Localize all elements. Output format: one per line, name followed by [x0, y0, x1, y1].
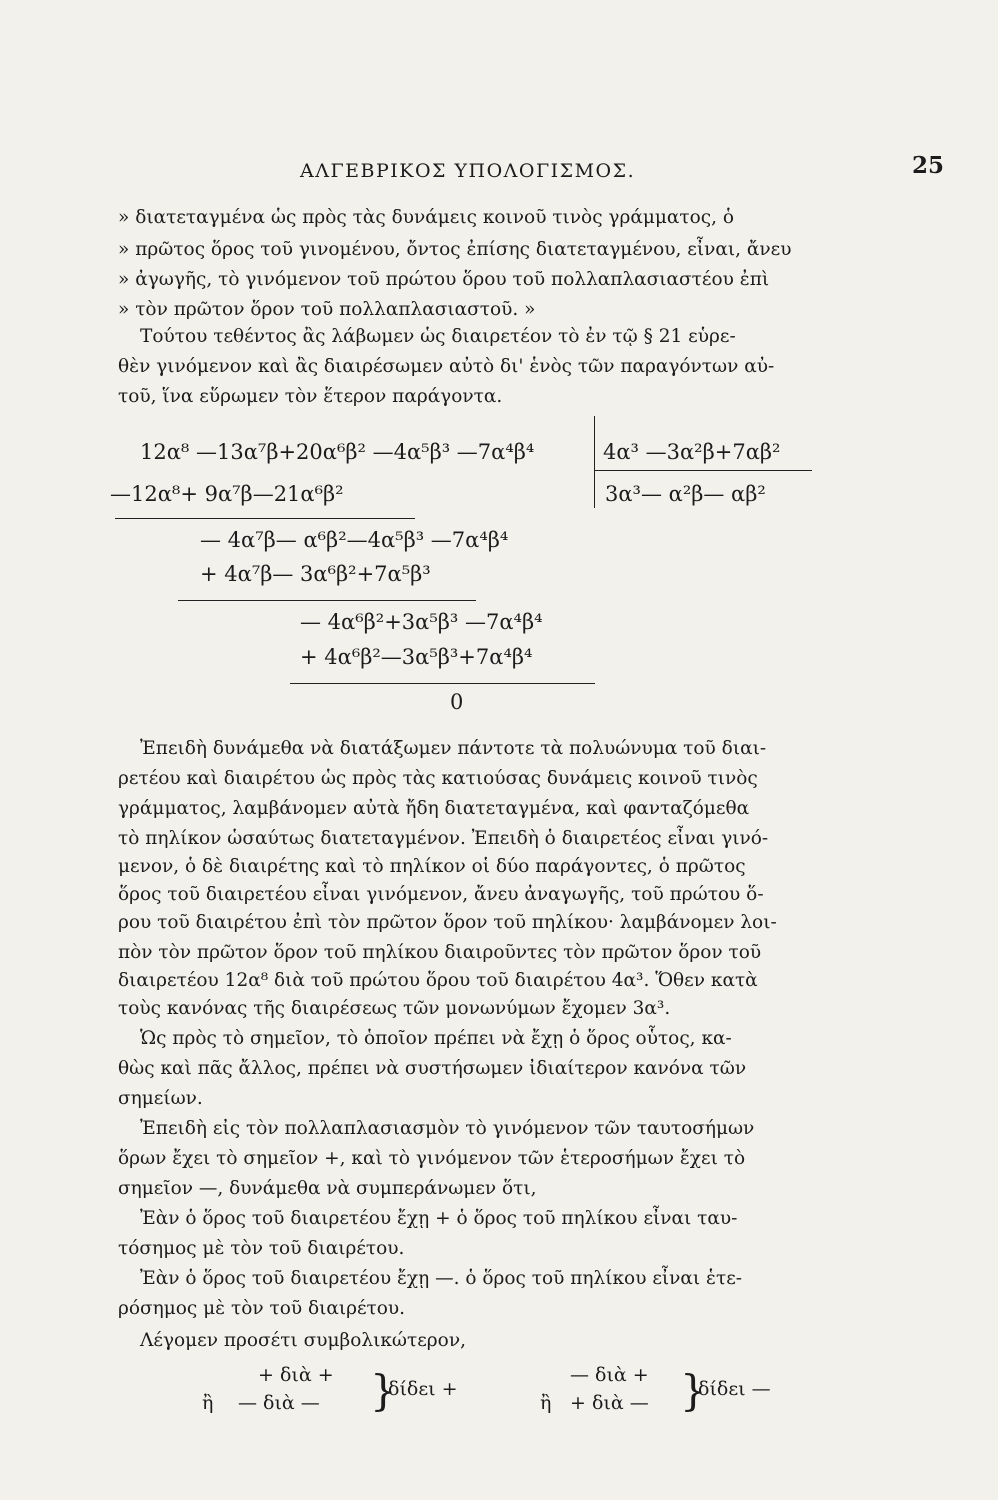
sign-rule-left-line1: + διὰ +: [258, 1364, 334, 1386]
text-line: τόσημος μὲ τὸν τοῦ διαιρέτου.: [118, 1238, 405, 1259]
text-line: ρόσημος μὲ τὸν τοῦ διαιρέτου.: [118, 1298, 406, 1319]
step-rule: [290, 683, 595, 684]
text-line: Ὡς πρὸς τὸ σημεῖον, τὸ ὁποῖον πρέπει νὰ ἔχῃ ὁ ὅρος οὗτος, κα-: [140, 1028, 732, 1049]
text-line: ρου τοῦ διαιρέτου ἐπὶ τὸν πρῶτον ὅρον τοῦ πηλίκου· λαμβάνομεν λοι-: [118, 912, 777, 933]
sign-rule-right-line1: — διὰ +: [570, 1364, 649, 1386]
text-line: Ἐὰν ὁ ὅρος τοῦ διαιρετέου ἔχῃ —. ὁ ὅρος τοῦ πηλίκου εἶναι ἑτε-: [140, 1268, 743, 1289]
text-line: σημείων.: [118, 1088, 203, 1109]
text-line: θὲν γινόμενον καὶ ἂς διαιρέσωμεν αὐτὸ δι' ἑνὸς τῶν παραγόντων αὐ-: [118, 356, 775, 377]
text-line: ὅρων ἔχει τὸ σημεῖον +, καὶ τὸ γινόμενον τῶν ἑτεροσήμων ἔχει τὸ: [118, 1148, 746, 1169]
sign-rule-right-or: ἢ: [540, 1392, 552, 1414]
text-line: » διατεταγμένα ὡς πρὸς τὰς δυνάμεις κοινοῦ τινὸς γράμματος, ὁ: [118, 207, 735, 228]
sign-rule-left-brace: }: [370, 1366, 397, 1415]
text-line: γράμματος, λαμβάνομεν αὐτὰ ἤδη διατεταγμένα, καὶ φανταζόμεθα: [118, 798, 750, 819]
sign-rule-right-line2: + διὰ —: [570, 1392, 649, 1414]
text-line: τοὺς κανόνας τῆς διαιρέσεως τῶν μονωνύμων ἔχομεν 3α³.: [118, 998, 671, 1019]
text-line: Λέγομεν προσέτι συμβολικώτερον,: [140, 1330, 466, 1351]
text-line: ρετέου καὶ διαιρέτου ὡς πρὸς τὰς κατιούσας δυνάμεις κοινοῦ τινὸς: [118, 768, 758, 789]
text-line: ὅρος τοῦ διαιρετέου εἶναι γινόμενον, ἄνευ ἀναγωγῆς, τοῦ πρώτου ὅ-: [118, 884, 764, 905]
text-line: » πρῶτος ὅρος τοῦ γινομένου, ὄντος ἐπίσης διατεταγμένου, εἶναι, ἄνευ: [118, 239, 792, 260]
running-header-title: ΑΛΓΕΒΡΙΚΟΣ ΥΠΟΛΟΓΙΣΜΟΣ.: [300, 160, 636, 182]
text-line: τοῦ, ἵνα εὕρωμεν τὸν ἕτερον παράγοντα.: [118, 386, 503, 407]
sign-rule-right-brace: }: [680, 1366, 707, 1415]
quotient: 3α³— α²β— αβ²: [605, 482, 766, 506]
text-line: σημεῖον —, δυνάμεθα νὰ συμπεράνωμεν ὅτι,: [118, 1178, 537, 1199]
text-line: τὸ πηλίκον ὡσαύτως διατεταγμένον. Ἐπειδὴ ὁ διαιρετέος εἶναι γινό-: [118, 828, 769, 849]
text-line: » τὸν πρῶτον ὅρον τοῦ πολλαπλασιαστοῦ. »: [118, 299, 536, 320]
sign-rule-right-result: δίδει —: [698, 1378, 771, 1400]
text-line: Τούτου τεθέντος ἂς λάβωμεν ὡς διαιρετέον τὸ ἐν τῷ § 21 εὑρε-: [140, 326, 736, 347]
divisor-underline: [594, 470, 812, 471]
sign-rule-left-result: δίδει +: [388, 1378, 458, 1400]
text-line: θὼς καὶ πᾶς ἄλλος, πρέπει νὰ συστήσωμεν ἰδιαίτερον κανόνα τῶν: [118, 1058, 747, 1079]
division-step: — 4α⁶β²+3α⁵β³ —7α⁴β⁴: [300, 610, 543, 634]
text-line: μενον, ὁ δὲ διαιρέτης καὶ τὸ πηλίκον οἱ δύο παράγοντες, ὁ πρῶτος: [118, 856, 746, 877]
page-number: 25: [912, 152, 945, 179]
text-line: πὸν τὸν πρῶτον ὅρον τοῦ πηλίκου διαιροῦντες τὸν πρῶτον ὅρον τοῦ: [118, 942, 762, 963]
text-line: διαιρετέου 12α⁸ διὰ τοῦ πρώτου ὅρου τοῦ διαιρέτου 4α³. Ὅθεν κατὰ: [118, 970, 758, 991]
division-step: + 4α⁶β²—3α⁵β³+7α⁴β⁴: [300, 645, 533, 669]
division-step: — 4α⁷β— α⁶β²—4α⁵β³ —7α⁴β⁴: [200, 528, 509, 552]
text-line: Ἐὰν ὁ ὅρος τοῦ διαιρετέου ἔχῃ + ὁ ὅρος τοῦ πηλίκου εἶναι ταυ-: [140, 1208, 738, 1229]
divisor: 4α³ —3α²β+7αβ²: [603, 440, 781, 464]
division-bar-vertical: [594, 416, 595, 508]
text-line: Ἐπειδὴ εἰς τὸν πολλαπλασιασμὸν τὸ γινόμενον τῶν ταυτοσήμων: [140, 1118, 755, 1139]
sign-rule-left-line2: — διὰ —: [238, 1392, 320, 1414]
division-step: —12α⁸+ 9α⁷β—21α⁶β²: [110, 482, 344, 506]
text-line: Ἐπειδὴ δυνάμεθα νὰ διατάξωμεν πάντοτε τὰ πολυώνυμα τοῦ διαι-: [140, 738, 767, 759]
text-line: » ἀγωγῆς, τὸ γινόμενον τοῦ πρώτου ὅρου τοῦ πολλαπλασιαστέου ἐπὶ: [118, 269, 770, 290]
sign-rule-left-or: ἢ: [202, 1392, 214, 1414]
remainder: 0: [450, 690, 464, 714]
division-step: + 4α⁷β— 3α⁶β²+7α⁵β³: [200, 562, 431, 586]
step-rule: [178, 600, 476, 601]
step-rule: [115, 518, 415, 519]
dividend: 12α⁸ —13α⁷β+20α⁶β² —4α⁵β³ —7α⁴β⁴: [140, 440, 535, 464]
